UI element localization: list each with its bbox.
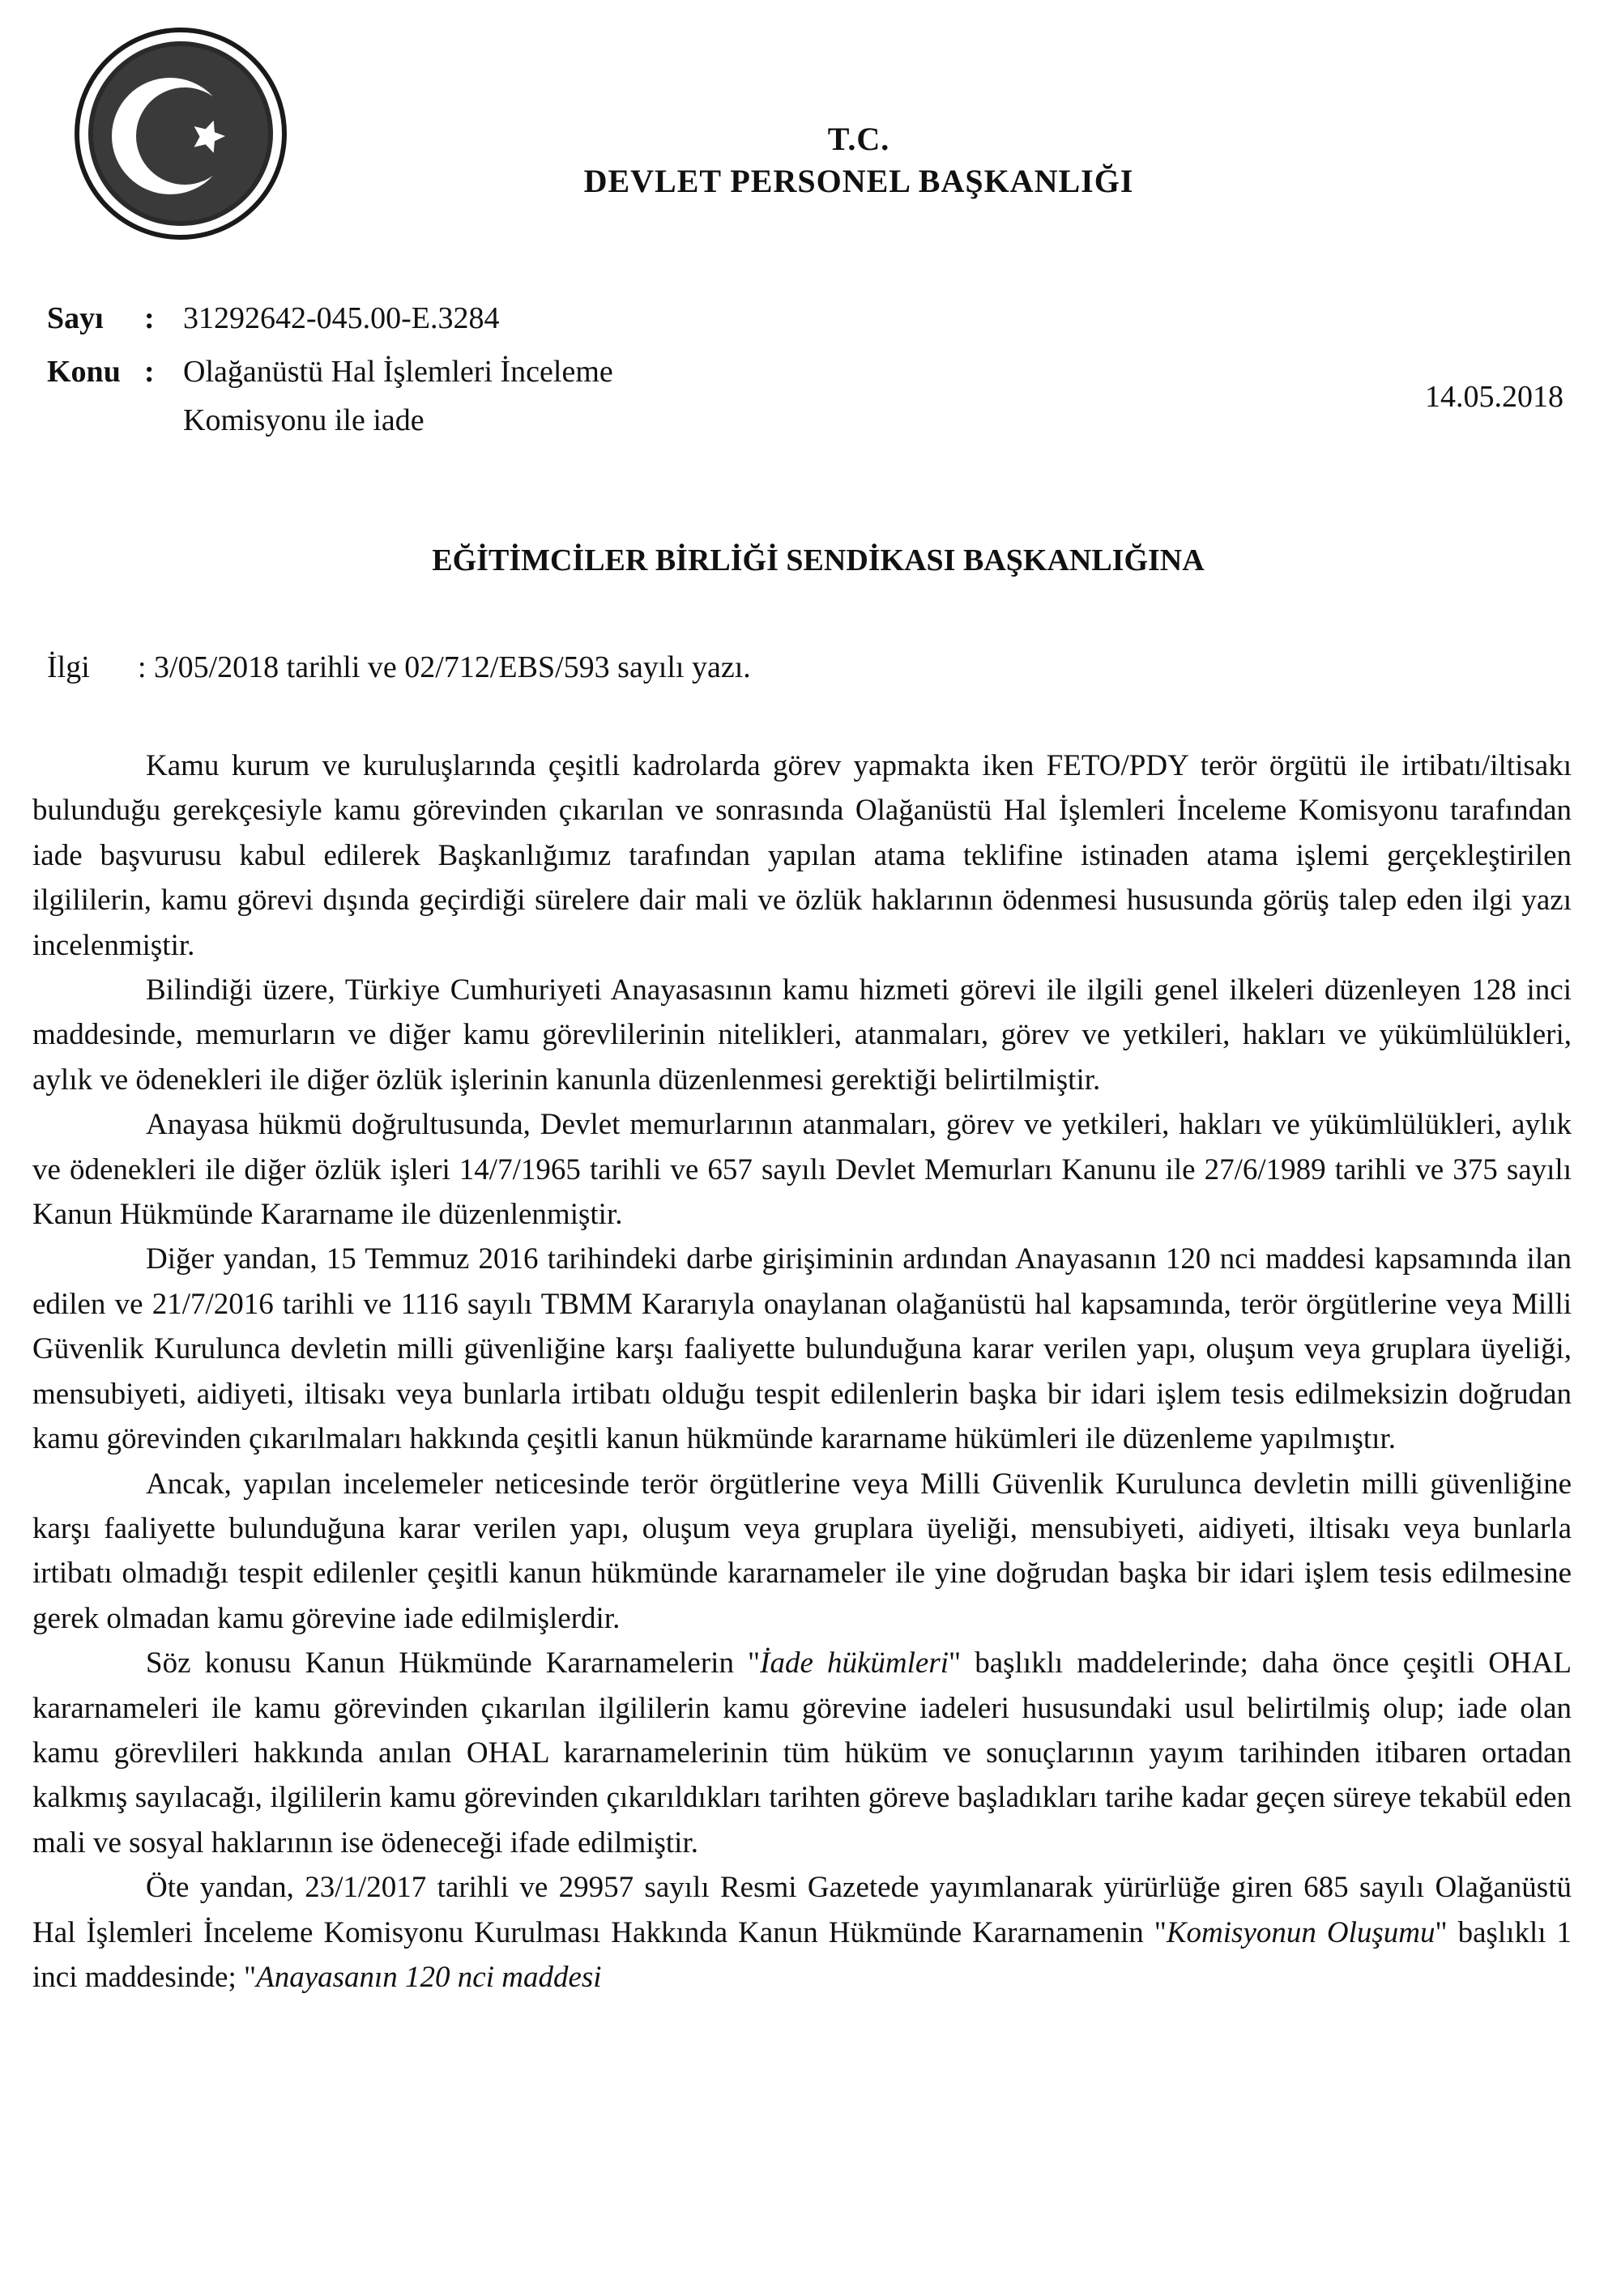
ilgi-text: : 3/05/2018 tarihli ve 02/712/EBS/593 sayılı yazı. xyxy=(138,650,751,684)
meta-sayi xyxy=(47,303,500,334)
p7-text-before: Öte yandan, 23/1/2017 tarihli ve 29957 sayılı Resmi Gazetede yayımlanarak yürürlüğe giren 685 sayılı Olağanüstü Hal İşlemleri İnceleme Komisyonu Kurulması Hakkında Kanun Hükmünde Kararnamenin " xyxy=(32,1871,1572,1949)
konu-separator: : xyxy=(144,355,155,389)
sayi-value: 31292642-045.00-E.3284 xyxy=(183,301,500,335)
meta-konu xyxy=(47,356,613,387)
letter-body xyxy=(32,743,1572,2000)
konu-label: Konu xyxy=(47,355,121,389)
sayi-label: Sayı xyxy=(47,301,104,335)
document-date: 14.05.2018 xyxy=(1425,380,1563,414)
paragraph-2: Bilindiği üzere, Türkiye Cumhuriyeti Anayasasının kamu hizmeti görevi ile ilgili genel ilkeleri düzenleyen 128 inci maddesinde, memurların ve diğer kamu görevlilerinin nitelikleri, atanmaları, görev ve yetkileri, hakları ve yükümlülükleri, aylık ve ödenekleri ile diğer özlük işlerinin kanunla düzenlenmesi gerektiği belirtilmiştir. xyxy=(32,973,1572,1097)
p6-text-before: Söz konusu Kanun Hükmünde Kararnamelerin " xyxy=(146,1646,761,1680)
p6-text-after: " başlıklı maddelerinde; daha önce çeşitli OHAL kararnameleri ile kamu görevinden çıkarılan ilgililerin kamu görevine iadeleri hususundaki usul belirtilmiş olup; iade olan kamu görevlileri hakkında anılan OHAL kararnamelerinin tüm hüküm ve sonuçlarının yayım tarihinden itibaren ortadan kalkmış sayılacağı, ilgililerin kamu görevinden çıkarıldıkları tarihten göreve başladıkları tarihe kadar geçen süreye tekabül eden mali ve sosyal haklarının ise ödeneceği ifade edilmiştir. xyxy=(32,1646,1572,1859)
paragraph-7 xyxy=(32,1865,1572,2000)
konu-value-line1: Olağanüstü Hal İşlemleri İnceleme xyxy=(183,355,613,389)
ilgi-line xyxy=(47,650,751,685)
paragraph-5: Ancak, yapılan incelemeler neticesinde terör örgütlerine veya Milli Güvenlik Kurulunca devletin milli güvenliğine karşı faaliyette bulunduğuna karar verilen yapı, oluşum veya gruplara üyeliği, mensubiyeti, aidiyeti, iltisakı veya bunlarla irtibatı olmadığı tespit edilenler çeşitli kanun hükmünde kararnameler ile yine doğrudan başka bir idari işlem tesis edilmesine gerek olmadan kamu görevine iade edilmişlerdir. xyxy=(32,1467,1572,1635)
sayi-separator: : xyxy=(144,301,155,335)
konu-value-line2: Komisyonu ile iade xyxy=(183,403,424,437)
header-tc: T.C. xyxy=(827,121,890,157)
p7-italic-anayasa: Anayasanın 120 nci maddesi xyxy=(256,1960,602,1994)
p6-italic-iade: İade hükümleri xyxy=(760,1646,949,1680)
paragraph-1: Kamu kurum ve kuruluşlarında çeşitli kadrolarda görev yapmakta iken FETO/PDY terör örgütü ile irtibatı/iltisakı bulunduğu gerekçesiyle kamu görevinden çıkarılan ve sonrasında Olağanüstü Hal İşlemleri İnceleme Komisyonu tarafından iade başvurusu kabul edilerek Başkanlığımız tarafından yapılan atama teklifine istinaden atama işlemi gerçekleştirilen ilgililerin, kamu görevi dışında geçirdiği sürelere dair mali ve özlük haklarının ödenmesi hususunda görüş talep eden ilgi yazı incelenmiştir. xyxy=(32,749,1572,962)
header-organization: DEVLET PERSONEL BAŞKANLIĞI xyxy=(583,163,1134,199)
paragraph-4: Diğer yandan, 15 Temmuz 2016 tarihindeki darbe girişiminin ardından Anayasanın 120 nci maddesi kapsamında ilan edilen ve 21/7/2016 tarihli ve 1116 sayılı TBMM Kararıyla onaylanan olağanüstü hal kapsamında, terör örgütlerine veya Milli Güvenlik Kurulunca devletin milli güvenliğine karşı faaliyette bulunduğuna karar verilen yapı, oluşum veya gruplara üyeliği, mensubiyeti, aidiyeti, iltisakı veya bunlarla irtibatı olduğu tespit edilenlerin başka bir idari işlem tesis edilmeksizin doğrudan kamu görevinden çıkarılmaları hakkında çeşitli kanun hükmünde kararname hükümleri ile düzenleme yapılmıştır. xyxy=(32,1242,1572,1456)
paragraph-3: Anayasa hükmü doğrultusunda, Devlet memurlarının atanmaları, görev ve yetkileri, hakları ve yükümlülükleri, aylık ve ödenekleri ile diğer özlük işleri 14/7/1965 tarihli ve 657 sayılı Devlet Memurları Kanunu ile 27/6/1989 tarihli ve 375 sayılı Kanun Hükmünde Kararname ile düzenlenmiştir. xyxy=(32,1108,1572,1232)
paragraph-6 xyxy=(32,1641,1572,1865)
p7-italic-komisyon: Komisyonun Oluşumu xyxy=(1166,1915,1435,1949)
p7-text-middle: " başlıklı 1 inci maddesinde; " xyxy=(32,1915,1572,1994)
ilgi-label: İlgi xyxy=(47,650,90,684)
addressee: EĞİTİMCİLER BİRLİĞİ SENDİKASI BAŞKANLIĞINA xyxy=(432,543,1205,577)
